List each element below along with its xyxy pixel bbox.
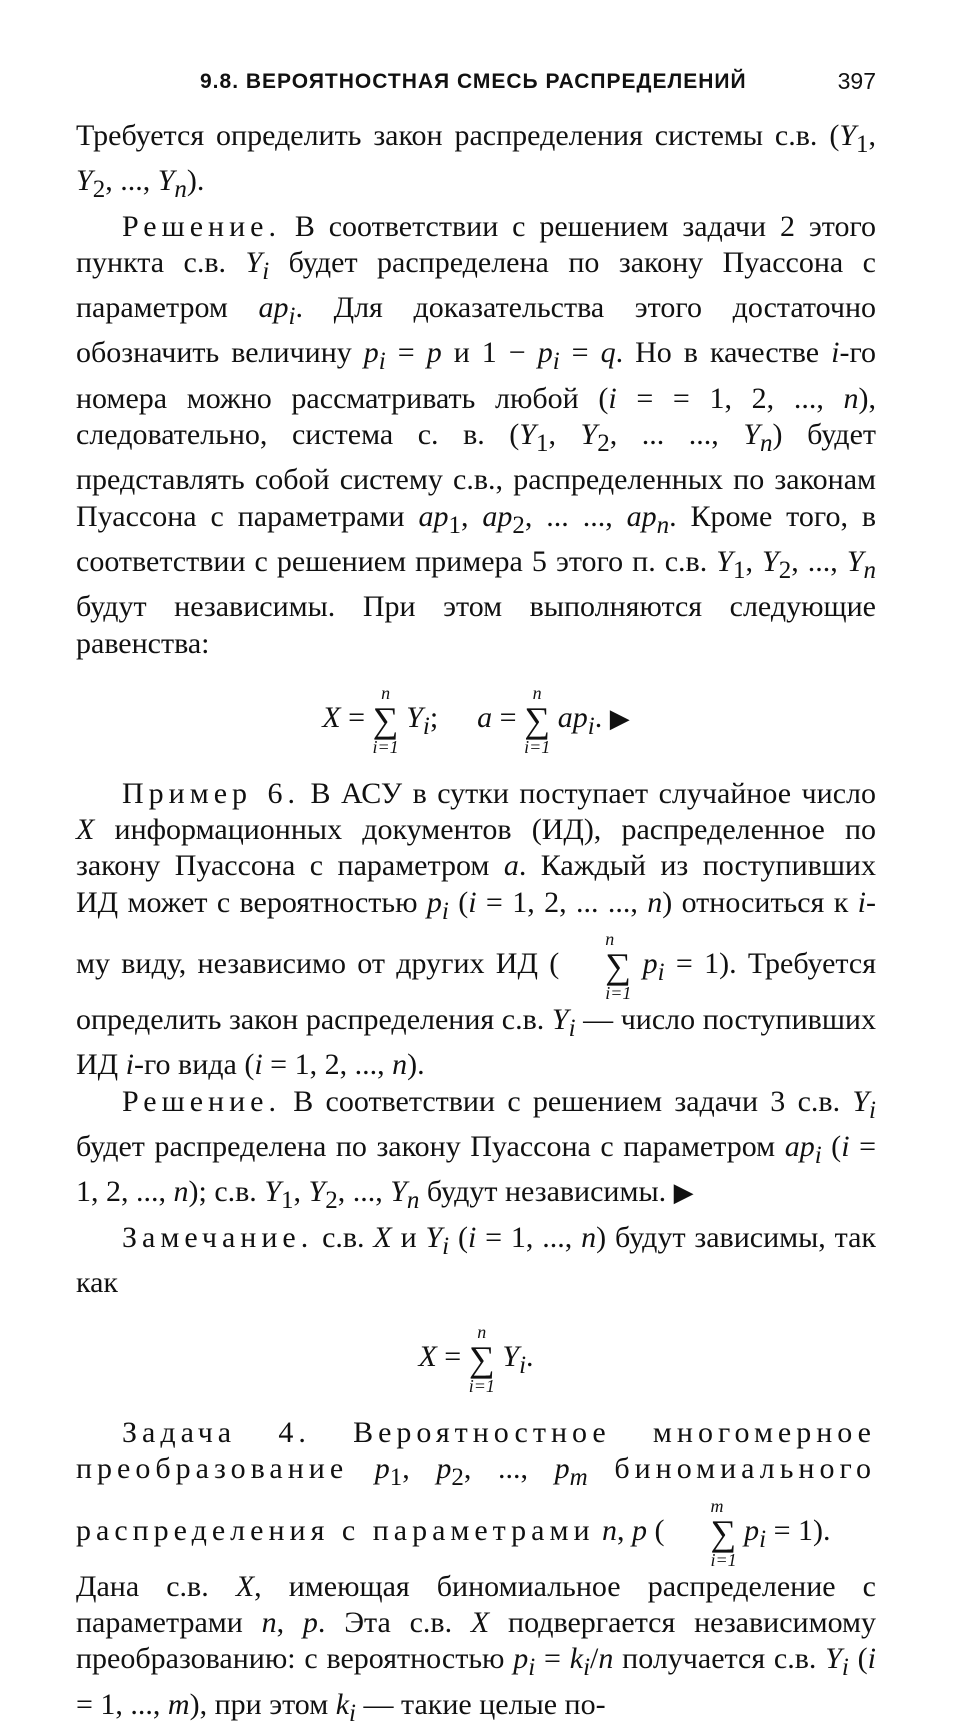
paragraph-solution-2: Решение. В соответствии с решением задачи 3 с.в. $Y_i$ будет распределена по закону Пуассона с параметром $ap_i$ (i = 1, 2, ..., n); с.в. $Y_1$, $Y_2$, ..., $Y_n$ будут независимы. ▶ <box>76 1084 876 1215</box>
summation-sign: n ∑ i=1 <box>372 682 399 757</box>
summation-sign: n ∑ i=1 <box>468 1322 495 1397</box>
formula-sums: X = n ∑ i=1 $Y_i$; a = n ∑ i=1 $ap_i$. ▶ <box>322 682 630 757</box>
formula-x-sum: X = n ∑ i=1 $Y_i$. <box>418 1322 534 1397</box>
summation-sign: m ∑ i=1 <box>710 1495 737 1570</box>
paragraph-requirement: Требуется определить закон распределения системы с.в. ($Y_1$, $Y_2$, ..., $Y_n$). <box>76 119 876 204</box>
end-of-solution-icon: ▶ <box>609 703 630 733</box>
summation-sign: n ∑ i=1 <box>605 929 632 1004</box>
page-body <box>76 118 876 1732</box>
paragraph-problem-4: Задача 4. Вероятностное многомерное преобразование $p_1$, $p_2$, ..., $p_m$ биномиального распределения с параметрами n, p ( m ∑ i=1 $p_i = 1$). <box>76 1416 877 1570</box>
paragraph-example-6: Пример 6. В АСУ в сутки поступает случайное число X информационных документов (ИД), распределенное по закону Пуассона с параметром a. Каждый из поступивших ИД может с вероятностью $p_i$ (i = 1, 2, ... ..., n) относиться к i-му виду, независимо от других ИД ( n ∑ i=1 $p_i = 1$). Требуется определить закон распределения с.в. $Y_i$ — число поступивших ИД i-го вида (i = 1, 2, ..., n). <box>76 776 877 1082</box>
paragraph-solution-1: Решение. В соответствии с решением задачи 2 этого пункта с.в. $Y_i$ будет распределена по закону Пуассона с параметром $ap_i$. Для доказательства этого достаточно обозначить величину $p_i = p$ и $1 - p_i = q$. Но в качестве i-го номера можно рассматривать любой (i = = 1, 2, ..., n), следовательно, система с. в. ($Y_1$, $Y_2$, ... ..., $Y_n$) будет представлять собой систему с.в., распределенных по законам Пуассона с параметрами $ap_1$, $ap_2$, ... ..., $ap_n$. Кроме того, в соответствии с решением примера 5 этого п. с.в. $Y_1$, $Y_2$, ..., $Y_n$ будут независимы. При этом выполняются следующие равенства: <box>76 209 877 660</box>
summation-sign: n ∑ i=1 <box>524 682 551 757</box>
running-header: 9.8. ВЕРОЯТНОСТНАЯ СМЕСЬ РАСПРЕДЕЛЕНИЙ <box>200 70 747 93</box>
paragraph-remark: Замечание. с.в. X и $Y_i$ (i = 1, ..., n) будут зависимы, так как <box>76 1220 876 1299</box>
page-number: 397 <box>837 68 876 94</box>
paragraph-given: Дана с.в. X, имеющая биномиальное распределение с параметрами n, p. Эта с.в. X подвергается независимому преобразованию: с вероятностью $p_i = k_i/n$ получается с.в. $Y_i$ (i = 1, ..., m), при этом $k_i$ — такие целые по- <box>76 1569 876 1727</box>
end-of-solution-icon: ▶ <box>673 1178 694 1208</box>
